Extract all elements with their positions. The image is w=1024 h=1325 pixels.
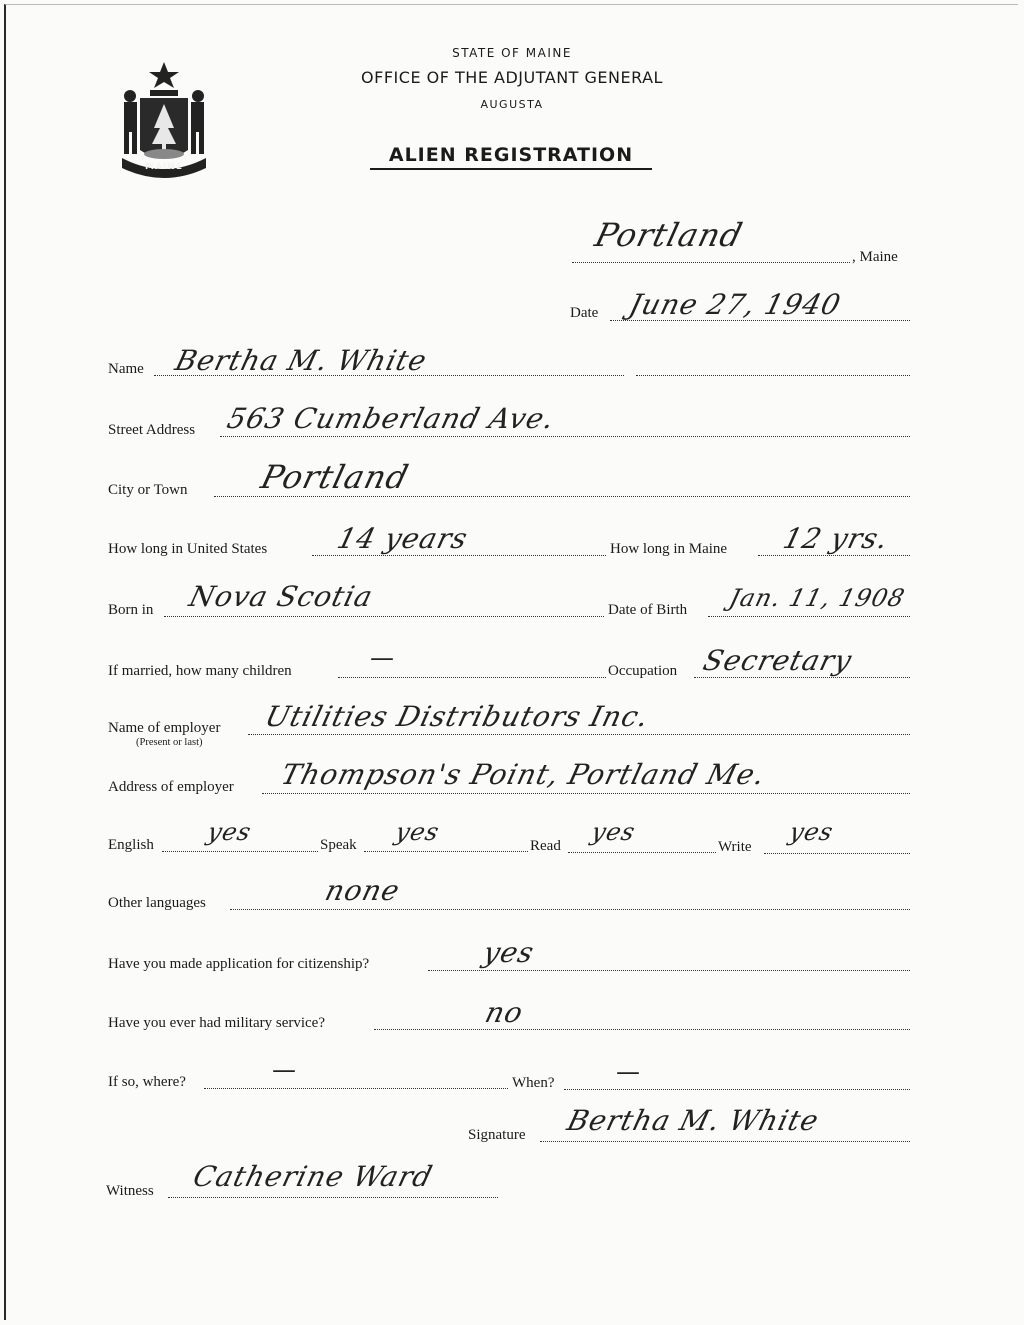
us-duration-value: 14 years — [333, 522, 472, 555]
office-heading: OFFICE OF THE ADJUTANT GENERAL — [361, 68, 663, 87]
when-value: — — [616, 1058, 640, 1086]
children-value: — — [370, 644, 394, 672]
street-value: 563 Cumberland Ave. — [223, 402, 559, 435]
name-value: Bertha M. White — [171, 344, 431, 377]
date-label: Date — [570, 305, 599, 321]
write-label: Write — [718, 839, 752, 855]
employer-line — [248, 734, 910, 735]
occupation-label: Occupation — [608, 663, 678, 679]
maine-suffix: , Maine — [852, 249, 898, 265]
employer-address-label: Address of employer — [108, 779, 234, 795]
when-label: When? — [512, 1075, 555, 1091]
signature-line — [540, 1141, 910, 1142]
military-label: Have you ever had military service? — [108, 1015, 325, 1031]
seal-banner-text: MAINE — [145, 162, 183, 172]
maine-duration-line — [758, 555, 910, 556]
witness-value: Catherine Ward — [189, 1160, 437, 1193]
english-label: English — [108, 837, 154, 853]
city-line — [214, 496, 910, 497]
other-languages-label: Other languages — [108, 895, 206, 911]
read-value: yes — [588, 818, 639, 846]
birthplace-label: Born in — [108, 602, 154, 618]
children-label: If married, how many children — [108, 663, 292, 679]
place-value: Portland — [591, 216, 747, 254]
us-duration-line — [312, 555, 606, 556]
witness-line — [168, 1197, 498, 1198]
children-line — [338, 677, 606, 678]
place-line — [572, 262, 850, 263]
read-line — [568, 852, 716, 853]
employer-sublabel: (Present or last) — [136, 737, 203, 748]
english-value: yes — [204, 818, 255, 846]
signature-label: Signature — [468, 1127, 526, 1143]
read-label: Read — [530, 838, 561, 854]
write-value: yes — [786, 818, 837, 846]
street-line — [220, 436, 910, 437]
military-line — [374, 1029, 910, 1030]
occupation-value: Secretary — [699, 644, 856, 677]
occupation-line — [694, 677, 910, 678]
page-frame — [4, 4, 1018, 1320]
write-line — [764, 853, 910, 854]
birthplace-line — [164, 616, 604, 617]
citizenship-label: Have you made application for citizenship? — [108, 956, 370, 972]
employer-label: Name of employer — [108, 720, 221, 736]
maine-duration-value: 12 yrs. — [779, 522, 893, 555]
birthplace-value: Nova Scotia — [185, 580, 377, 613]
state-heading: STATE OF MAINE — [452, 46, 572, 60]
when-line — [564, 1089, 910, 1090]
employer-address-line — [262, 793, 910, 794]
where-value: — — [272, 1056, 296, 1084]
maine-duration-label: How long in Maine — [610, 541, 728, 557]
speak-line — [364, 851, 528, 852]
where-line — [204, 1088, 508, 1089]
military-value: no — [481, 996, 528, 1029]
speak-value: yes — [392, 818, 443, 846]
city-label: City or Town — [108, 482, 188, 498]
citizenship-value: yes — [479, 936, 538, 969]
employer-value: Utilities Distributors Inc. — [261, 700, 653, 733]
us-duration-label: How long in United States — [108, 541, 268, 557]
where-label: If so, where? — [108, 1074, 186, 1090]
form-title: ALIEN REGISTRATION — [370, 144, 652, 170]
dob-label: Date of Birth — [608, 602, 688, 618]
employer-address-value: Thompson's Point, Portland Me. — [277, 758, 769, 791]
city-value: Portland — [257, 458, 413, 496]
speak-label: Speak — [320, 837, 357, 853]
citizenship-line — [428, 970, 910, 971]
street-label: Street Address — [108, 422, 196, 438]
name-line-2 — [636, 375, 910, 376]
date-value: June 27, 1940 — [625, 288, 845, 321]
english-line — [162, 851, 318, 852]
city-heading: AUGUSTA — [480, 98, 544, 111]
name-label: Name — [108, 361, 144, 377]
other-languages-value: none — [321, 874, 404, 907]
dob-value: Jan. 11, 1908 — [726, 584, 909, 612]
signature-value: Bertha M. White — [563, 1104, 823, 1137]
witness-label: Witness — [106, 1183, 154, 1199]
dob-line — [708, 616, 910, 617]
other-languages-line — [230, 909, 910, 910]
